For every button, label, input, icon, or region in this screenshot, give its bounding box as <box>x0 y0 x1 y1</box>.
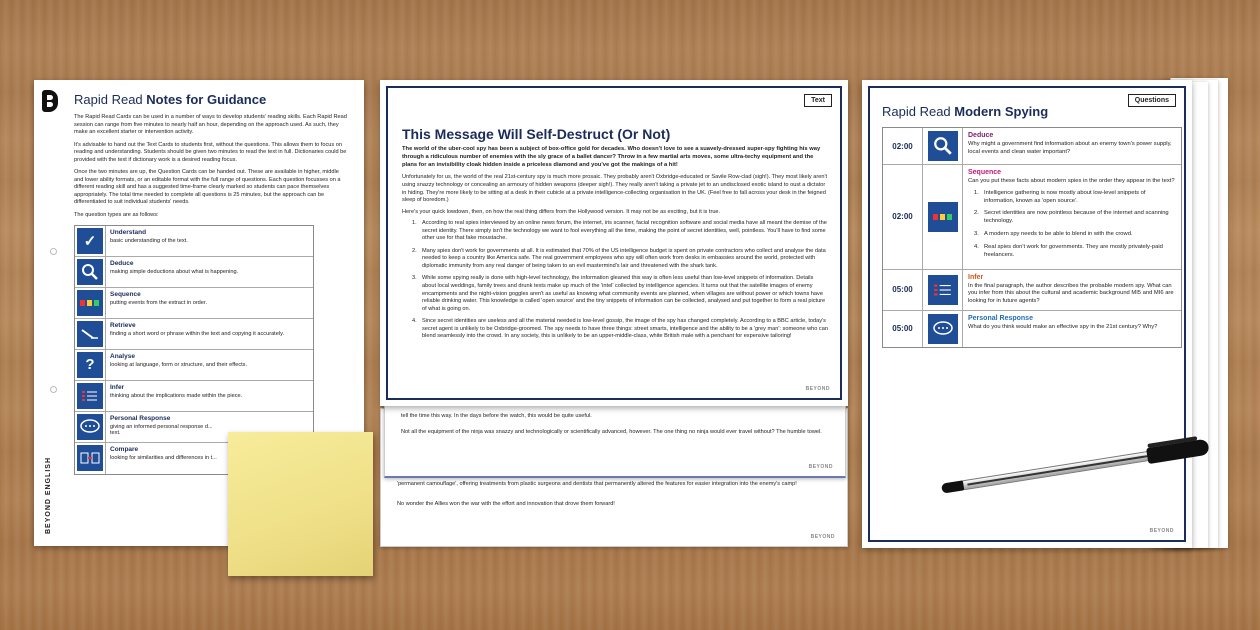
text-card-title: This Message Will Self-Destruct (Or Not) <box>402 126 671 142</box>
list-item-text: While some spying really is done with high-level technology, the information gleaned this way is often less useful than low-level snippets of information. Details about local weddings, family trees and drunk texts make up much of the 'intel' collected by intelligence agencies. It turns out that the satellite images of enemy encampments and the night-vision goggles aren't as useful as knowing what community events are planned, when villages are without power or which towns have reliable drinking water. This knowledge is called 'open source' and the tiny snippets of information can be collected, analysed and put together to form a real picture of what is going on. <box>422 275 826 312</box>
type-name: Compare <box>110 445 139 453</box>
question-card-footer: BEYOND <box>1149 528 1174 534</box>
pen-tip <box>941 480 964 493</box>
type-desc: text. <box>110 429 121 436</box>
question-type-row <box>75 381 313 412</box>
list-item: 3. While some spying really is done with high-level technology, the information gleaned this way is often less useful than low-level snippets of information. Details about local weddings, family trees and drunk texts make up much of the 'intel' collected by intelligence agencies. It turns out that the satellite images of enemy encampments and the night-vision goggles aren't as useful as knowing what community events are planned, when villages are without power or which towns have reliable drinking water. This knowledge is called 'open source' and the tiny snippets of information can be collected, analysed and put together to form a real picture of what is going on. <box>412 275 828 313</box>
vertical-brand: BEYOND ENGLISH <box>45 456 52 534</box>
type-name: Sequence <box>110 290 141 298</box>
questions-badge: Questions <box>1128 94 1176 107</box>
underlay-text: No wonder the Allies won the war with the effort and innovation that drove them forward! <box>397 501 615 507</box>
punch-hole <box>50 248 57 255</box>
question-time: 05:00 <box>883 270 923 310</box>
type-name: Analyse <box>110 352 135 360</box>
underlay-text: tell the time this way. In the days before the watch, this would be quite useful. <box>401 413 592 419</box>
guidance-paragraph: Once the two minutes are up, the Question Cards can be handed out. These are available in higher, middle and lower ability formats, or an editable format with the full range of questions. Each question focusses on a different reading skill and has a suggested time-frame clearly marked so students can pace themselves appropriately. The total time needed to complete all questions is 25 minutes, but the approach can be differentiated to suit individual students' needs. <box>74 169 341 206</box>
question-time: 02:00 <box>883 128 923 164</box>
underlay-text: Not all the equipment of the ninja was snazzy and technologically or scientifically advanced, however. The one thing no ninja would ever travel without? The humble towel. <box>401 429 822 435</box>
text-badge: Text <box>804 94 832 107</box>
magnifier-icon <box>77 259 103 285</box>
text-card <box>380 80 848 406</box>
list-item-text: Since secret identities are useless and all the material needed is low-level gossip, the image of the spy has changed completely. According to a BBC article, today's secret agent is unlikely to be Oxbridge-groomed. The spy needs to have three things: street smarts, intelligence and the ability to be a 'grey man': someone who can blend seamlessly into the crowd. In any society, this is unlikely to be an upper-middle-class, white British male with a penchant for expensive tailoring! <box>422 318 828 340</box>
type-desc: looking for similarities and differences in t... <box>110 454 217 461</box>
text-card-footer: BEYOND <box>805 386 830 392</box>
sticky-note <box>228 432 373 576</box>
type-desc: thinking about the implications made within the piece. <box>110 392 243 399</box>
type-desc: finding a short word or phrase within the text and copying it accurately. <box>110 330 285 337</box>
question-row <box>883 165 1181 270</box>
guidance-paragraph: The question types are as follows: <box>74 212 159 219</box>
speech-icon <box>928 314 958 344</box>
question-type-row <box>75 319 313 350</box>
questions-table <box>882 127 1182 348</box>
list-item: 2. Many spies don't work for governments at all. It is estimated that 70% of the US intelligence budget is spent on private contractors who collect and analyse the data needed to keep a country like America safe. The real government employees who spy will often work from desks in embassies around the world, protected with diplomatic immunity from any real danger of being taken to an evil mastermind's lair and threatened with the shark tank. <box>412 248 828 271</box>
guidance-paragraph: The Rapid Read Cards can be used in a number of ways to develop students' reading skills. Each Rapid Read session can range from five minutes to nearly half an hour, depending on the approach used. As such, they make an excellent starter or intervention activity. <box>74 114 347 136</box>
question-row <box>883 270 1181 311</box>
sequence-icon <box>928 202 958 232</box>
text-card-paragraph: Here's your quick lowdown, then, on how the real thing differs from the Hollywood version. It may not be as exciting, but it is true. <box>402 208 721 215</box>
list-item-text: According to real spies interviewed by an online news forum, the internet, iris scanner, facial recognition software and social media have all meant the demise of the secret identity. There simply isn't the technology we want to fool everything all the time, making the point of secret identities, well, pointless. You'll have to find some other use for that fake moustache. <box>422 220 827 242</box>
question-text: In the final paragraph, the author describes the probable modern spy. What can you infer from this about the cultural and academic background MI5 and MI6 are looking for in future agents? <box>968 282 1174 305</box>
title-bold: Notes for Guidance <box>146 92 267 107</box>
underlay-footer: BEYOND <box>808 464 833 470</box>
type-name: Deduce <box>110 259 134 267</box>
text-card-paragraph: Unfortunately for us, the world of the real 21st-century spy is much more prosaic. They probably aren't Oxbridge-educated or Savile Row-clad (sigh!). They most likely aren't using snazzy technology or concealing an armoury of hidden weapons (deeper sigh!). They really aren't taking a private jet to an undisclosed exotic island to oust a dictator in hiding. They're more likely to be sitting at a desk in their cubicle at a private intelligence-collecting organisation in the UK. (Feel free to fall across your desk in the feigned sleep of boredom.) <box>402 174 828 204</box>
type-desc: giving an informed personal response d... <box>110 423 213 430</box>
title-light: Rapid Read <box>74 92 143 107</box>
magnifier-icon <box>928 131 958 161</box>
type-desc: making simple deductions about what is happening. <box>110 268 239 275</box>
list-item: 3. A modern spy needs to be able to blend in with the crowd. <box>974 231 1133 238</box>
question-type: Personal Response <box>968 314 1033 322</box>
speech-icon <box>77 414 103 440</box>
question-row <box>883 128 1181 165</box>
list-item-text: A modern spy needs to be able to blend in with the crowd. <box>984 231 1133 238</box>
text-card-frame <box>386 86 842 400</box>
list-item: 2. Secret identities are now pointless because of the internet and scanning technology. <box>968 210 1176 226</box>
question-icon: ? <box>77 352 103 378</box>
type-name: Understand <box>110 228 147 236</box>
question-time: 02:00 <box>883 165 923 269</box>
infer-icon <box>77 383 103 409</box>
type-desc: basic understanding of the text. <box>110 237 188 244</box>
text-card-intro: The world of the uber-cool spy has been a subject of box-office gold for decades. Who doesn't love to see a suavely-dressed super-spy fighting his way through a ridiculous number of enemies with the sly grace of a ballet dancer? Throw in a few martial arts moves, some ultra-techy equipment and the plans for an invisibility cloak hidden inside a priceless diamond and you've got the makings of a hit! <box>402 146 821 168</box>
type-name: Infer <box>110 383 125 391</box>
question-type-row <box>75 257 313 288</box>
retrieve-icon <box>77 321 103 347</box>
question-type: Sequence <box>968 169 1002 176</box>
list-item: 4. Real spies don't work for governments. They are mostly privately-paid freelancers. <box>968 244 1176 260</box>
underlay-footer: BEYOND <box>810 534 835 540</box>
type-name: Personal Response <box>110 414 171 422</box>
list-item-text: Many spies don't work for governments at all. It is estimated that 70% of the US intelligence budget is spent on private contractors who collect and analyse the data needed to keep a country like America safe. The real government employees who spy will often work from desks in embassies around the world, protected with diplomatic immunity from any real danger of being taken to an evil mastermind's lair and threatened with the shark tank. <box>422 247 826 269</box>
check-icon: ✓ <box>77 228 103 254</box>
beyond-logo-icon <box>42 90 58 112</box>
question-type-row <box>75 350 313 381</box>
question-type: Infer <box>968 273 984 281</box>
question-time: 05:00 <box>883 311 923 347</box>
infer-icon <box>928 275 958 305</box>
list-item: 1. Intelligence gathering is now mostly about low-level snippets of information, known as 'open source'. <box>968 190 1176 206</box>
sequence-icon <box>77 290 103 316</box>
text-card-underlay <box>384 400 846 478</box>
type-desc: looking at language, form or structure, and their effects. <box>110 361 248 368</box>
type-desc: putting events from the extract in order. <box>110 299 208 306</box>
guidance-title <box>74 92 348 107</box>
list-item: 4. Since secret identities are useless and all the material needed is low-level gossip, the image of the spy has changed completely. According to a BBC article, today's secret agent is unlikely to be Oxbridge-groomed. The spy needs to have three things: street smarts, intelligence and the ability to be a 'grey man': someone who can blend seamlessly into the crowd. In any society, this is unlikely to be an upper-middle-class, white British male with a penchant for expensive tailoring! <box>412 318 828 340</box>
text-card-list <box>412 220 828 341</box>
sequence-list <box>968 190 1176 260</box>
question-type-row <box>75 226 313 257</box>
question-text: Can you put these facts about modern spies in the order they appear in the text? <box>968 178 1175 184</box>
punch-hole <box>50 386 57 393</box>
underlay-text: 'permanent camouflage', offering treatments from plastic surgeons and dentists that permanently altered the features for easier integration into the enemy's camp! <box>397 481 797 487</box>
question-text: Why might a government find information about an enemy town's power supply, local events and clean water important? <box>968 141 1172 155</box>
question-text: What do you think would make an effective spy in the 21st century? Why? <box>968 323 1158 330</box>
title-bold: Modern Spying <box>954 104 1049 119</box>
question-type: Deduce <box>968 132 994 139</box>
list-item: 1. According to real spies interviewed by an online news forum, the internet, iris scanner, facial recognition software and social media have all meant the demise of the secret identity. There simply isn't the technology we want to fool everything all the time, making the point of secret identities, well, pointless. You'll have to find some other use for that fake moustache. <box>412 220 827 242</box>
compare-icon <box>77 445 103 471</box>
guidance-paragraph: It's advisable to hand out the Text Cards to students first, without the questions. This allows them to focus on reading and understanding. Students should be given two minutes to read the text in full. Dictionaries could be provided with the text if dictionary work is a desired reading focus. <box>74 141 347 163</box>
list-item-text: Intelligence gathering is now mostly about low-level snippets of information, known as 'open source'. <box>984 189 1146 204</box>
question-row <box>883 311 1181 347</box>
list-item-text: Real spies don't work for governments. They are mostly privately-paid freelancers. <box>984 243 1163 258</box>
title-light: Rapid Read <box>882 104 951 119</box>
list-item-text: Secret identities are now pointless because of the internet and scanning technology. <box>984 210 1169 225</box>
type-name: Retrieve <box>110 321 136 329</box>
question-type-row <box>75 288 313 319</box>
